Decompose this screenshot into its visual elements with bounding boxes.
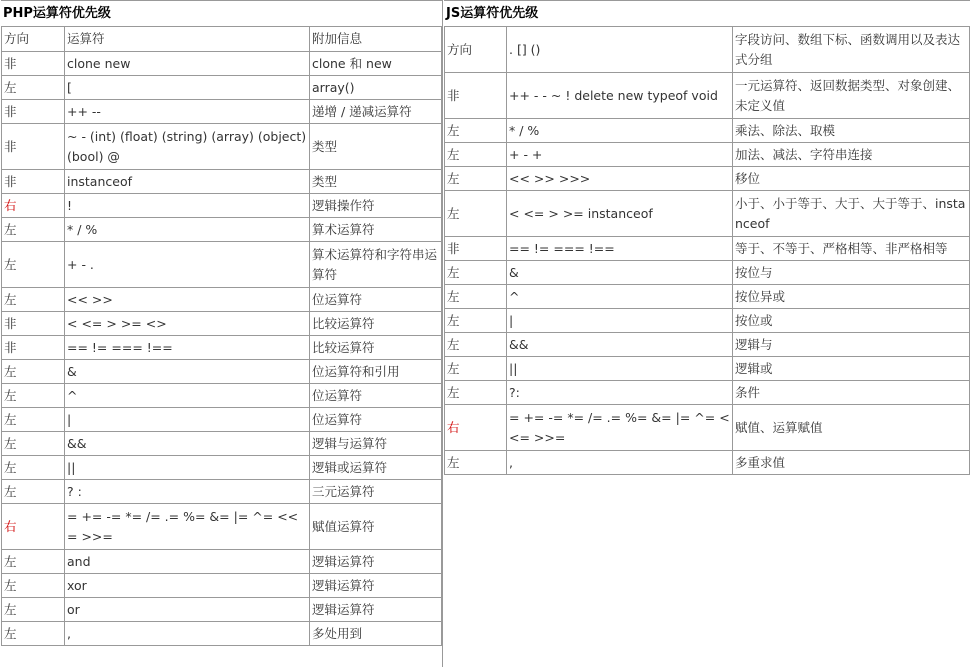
php-cell-info: 三元运算符 [310, 480, 442, 504]
js-table-row [445, 27, 970, 73]
js-table-row [445, 167, 970, 191]
js-cell-info: 加法、减法、字符串连接 [733, 143, 970, 167]
php-cell-dir: 左 [2, 456, 65, 480]
js-cell-op: == != === !== [507, 237, 733, 261]
js-cell-dir: 左 [445, 309, 507, 333]
js-cell-op: || [507, 357, 733, 381]
php-table-row [2, 288, 442, 312]
js-cell-info: 条件 [733, 381, 970, 405]
php-cell-info: 逻辑操作符 [310, 194, 442, 218]
js-precedence-table [444, 26, 970, 475]
js-title: JS运算符优先级 [444, 0, 970, 26]
php-table-row [2, 456, 442, 480]
php-table-row [2, 312, 442, 336]
php-cell-info: 逻辑运算符 [310, 574, 442, 598]
js-cell-dir: 左 [445, 261, 507, 285]
php-header-dir: 方向 [2, 27, 65, 52]
js-cell-op: ?: [507, 381, 733, 405]
php-cell-info: 位运算符 [310, 408, 442, 432]
php-table-row [2, 194, 442, 218]
js-cell-op: && [507, 333, 733, 357]
php-cell-dir: 左 [2, 480, 65, 504]
js-cell-info: 逻辑或 [733, 357, 970, 381]
js-cell-info: 按位或 [733, 309, 970, 333]
js-table-row [445, 73, 970, 119]
outer-divider [442, 0, 443, 667]
php-cell-dir: 非 [2, 100, 65, 124]
js-table-row [445, 357, 970, 381]
php-cell-dir: 左 [2, 288, 65, 312]
php-cell-info: 多处用到 [310, 622, 442, 646]
php-table-row [2, 76, 442, 100]
php-cell-info: 位运算符 [310, 384, 442, 408]
php-cell-dir: 非 [2, 52, 65, 76]
php-table-row [2, 574, 442, 598]
php-cell-dir: 右 [2, 504, 65, 550]
php-table-row [2, 100, 442, 124]
php-cell-info: 算术运算符和字符串运算符 [310, 242, 442, 288]
php-cell-op: * / % [65, 218, 310, 242]
php-precedence-table [1, 26, 442, 646]
php-cell-dir: 左 [2, 384, 65, 408]
php-table-row [2, 408, 442, 432]
php-table-row [2, 360, 442, 384]
js-cell-op: = += -= *= /= .= %= &= |= ^= <<= >>= [507, 405, 733, 451]
js-cell-info: 移位 [733, 167, 970, 191]
js-cell-dir: 左 [445, 285, 507, 309]
php-table-row [2, 170, 442, 194]
js-cell-op: << >> >>> [507, 167, 733, 191]
php-table-row [2, 52, 442, 76]
php-cell-dir: 左 [2, 598, 65, 622]
php-table-row [2, 384, 442, 408]
php-cell-op: & [65, 360, 310, 384]
php-cell-dir: 左 [2, 622, 65, 646]
php-cell-op: ++ -- [65, 100, 310, 124]
php-cell-info: 比较运算符 [310, 336, 442, 360]
php-header-op: 运算符 [65, 27, 310, 52]
js-cell-op: ++ - - ~ ! delete new typeof void [507, 73, 733, 119]
js-table-row [445, 451, 970, 475]
php-cell-info: 逻辑运算符 [310, 550, 442, 574]
php-cell-op: | [65, 408, 310, 432]
php-cell-dir: 非 [2, 124, 65, 170]
php-cell-info: array() [310, 76, 442, 100]
js-cell-op: & [507, 261, 733, 285]
js-cell-info: 乘法、除法、取模 [733, 119, 970, 143]
js-table-row [445, 333, 970, 357]
php-cell-op: ? : [65, 480, 310, 504]
php-table-row [2, 336, 442, 360]
php-cell-op: << >> [65, 288, 310, 312]
php-table-row [2, 124, 442, 170]
php-cell-op: clone new [65, 52, 310, 76]
php-cell-info: 逻辑或运算符 [310, 456, 442, 480]
php-cell-dir: 左 [2, 76, 65, 100]
js-cell-dir: 方向 [445, 27, 507, 73]
php-cell-info: 类型 [310, 124, 442, 170]
php-table-row [2, 480, 442, 504]
php-cell-op: ~ - (int) (float) (string) (array) (object) (bool) @ [65, 124, 310, 170]
js-cell-dir: 左 [445, 357, 507, 381]
php-cell-op: < <= > >= <> [65, 312, 310, 336]
php-cell-dir: 非 [2, 170, 65, 194]
js-cell-op: . [] () [507, 27, 733, 73]
php-header-info: 附加信息 [310, 27, 442, 52]
php-cell-info: 比较运算符 [310, 312, 442, 336]
php-cell-op: ^ [65, 384, 310, 408]
php-cell-dir: 右 [2, 194, 65, 218]
php-cell-op: xor [65, 574, 310, 598]
php-cell-info: clone 和 new [310, 52, 442, 76]
js-cell-op: * / % [507, 119, 733, 143]
php-table-row [2, 242, 442, 288]
js-table-row [445, 381, 970, 405]
js-cell-dir: 非 [445, 237, 507, 261]
php-table-row [2, 432, 442, 456]
js-cell-info: 等于、不等于、严格相等、非严格相等 [733, 237, 970, 261]
js-table-row [445, 191, 970, 237]
php-cell-dir: 左 [2, 550, 65, 574]
js-cell-info: 逻辑与 [733, 333, 970, 357]
js-cell-info: 小于、小于等于、大于、大于等于、instanceof [733, 191, 970, 237]
php-cell-info: 位运算符和引用 [310, 360, 442, 384]
php-cell-info: 位运算符 [310, 288, 442, 312]
js-cell-op: | [507, 309, 733, 333]
php-panel [1, 0, 442, 646]
js-cell-info: 多重求值 [733, 451, 970, 475]
php-cell-op: == != === !== [65, 336, 310, 360]
php-cell-info: 递增 / 递减运算符 [310, 100, 442, 124]
js-cell-dir: 左 [445, 119, 507, 143]
js-table-row [445, 143, 970, 167]
php-table-row [2, 622, 442, 646]
js-panel [444, 0, 970, 475]
php-cell-dir: 非 [2, 312, 65, 336]
php-cell-info: 赋值运算符 [310, 504, 442, 550]
php-cell-op: + - . [65, 242, 310, 288]
js-cell-op: ^ [507, 285, 733, 309]
js-cell-op: , [507, 451, 733, 475]
js-table-row [445, 119, 970, 143]
js-cell-info: 一元运算符、返回数据类型、对象创建、未定义值 [733, 73, 970, 119]
php-cell-dir: 左 [2, 574, 65, 598]
php-cell-dir: 左 [2, 432, 65, 456]
php-cell-dir: 左 [2, 218, 65, 242]
php-title: PHP运算符优先级 [1, 0, 442, 26]
php-cell-op: or [65, 598, 310, 622]
js-cell-info: 赋值、运算赋值 [733, 405, 970, 451]
js-cell-dir: 左 [445, 451, 507, 475]
php-table-row [2, 504, 442, 550]
js-table-row [445, 405, 970, 451]
php-cell-op: and [65, 550, 310, 574]
php-header-row [2, 27, 442, 52]
php-cell-info: 逻辑与运算符 [310, 432, 442, 456]
php-cell-dir: 非 [2, 336, 65, 360]
js-cell-dir: 左 [445, 191, 507, 237]
php-cell-op: , [65, 622, 310, 646]
js-cell-op: + - + [507, 143, 733, 167]
php-cell-info: 逻辑运算符 [310, 598, 442, 622]
js-cell-info: 字段访问、数组下标、函数调用以及表达式分组 [733, 27, 970, 73]
js-table-row [445, 285, 970, 309]
php-cell-dir: 左 [2, 360, 65, 384]
php-cell-dir: 左 [2, 408, 65, 432]
js-table-row [445, 237, 970, 261]
js-cell-dir: 左 [445, 167, 507, 191]
js-cell-dir: 右 [445, 405, 507, 451]
php-table-row [2, 218, 442, 242]
js-cell-info: 按位与 [733, 261, 970, 285]
php-cell-op: ! [65, 194, 310, 218]
php-table-row [2, 550, 442, 574]
js-cell-info: 按位异或 [733, 285, 970, 309]
js-table-row [445, 309, 970, 333]
js-cell-op: < <= > >= instanceof [507, 191, 733, 237]
php-cell-op: instanceof [65, 170, 310, 194]
php-cell-info: 算术运算符 [310, 218, 442, 242]
js-cell-dir: 左 [445, 333, 507, 357]
php-cell-op: && [65, 432, 310, 456]
js-cell-dir: 左 [445, 381, 507, 405]
js-table-row [445, 261, 970, 285]
php-cell-op: [ [65, 76, 310, 100]
php-cell-op: || [65, 456, 310, 480]
php-cell-op: = += -= *= /= .= %= &= |= ^= <<= >>= [65, 504, 310, 550]
js-cell-dir: 左 [445, 143, 507, 167]
js-cell-dir: 非 [445, 73, 507, 119]
php-cell-info: 类型 [310, 170, 442, 194]
php-cell-dir: 左 [2, 242, 65, 288]
php-table-row [2, 598, 442, 622]
